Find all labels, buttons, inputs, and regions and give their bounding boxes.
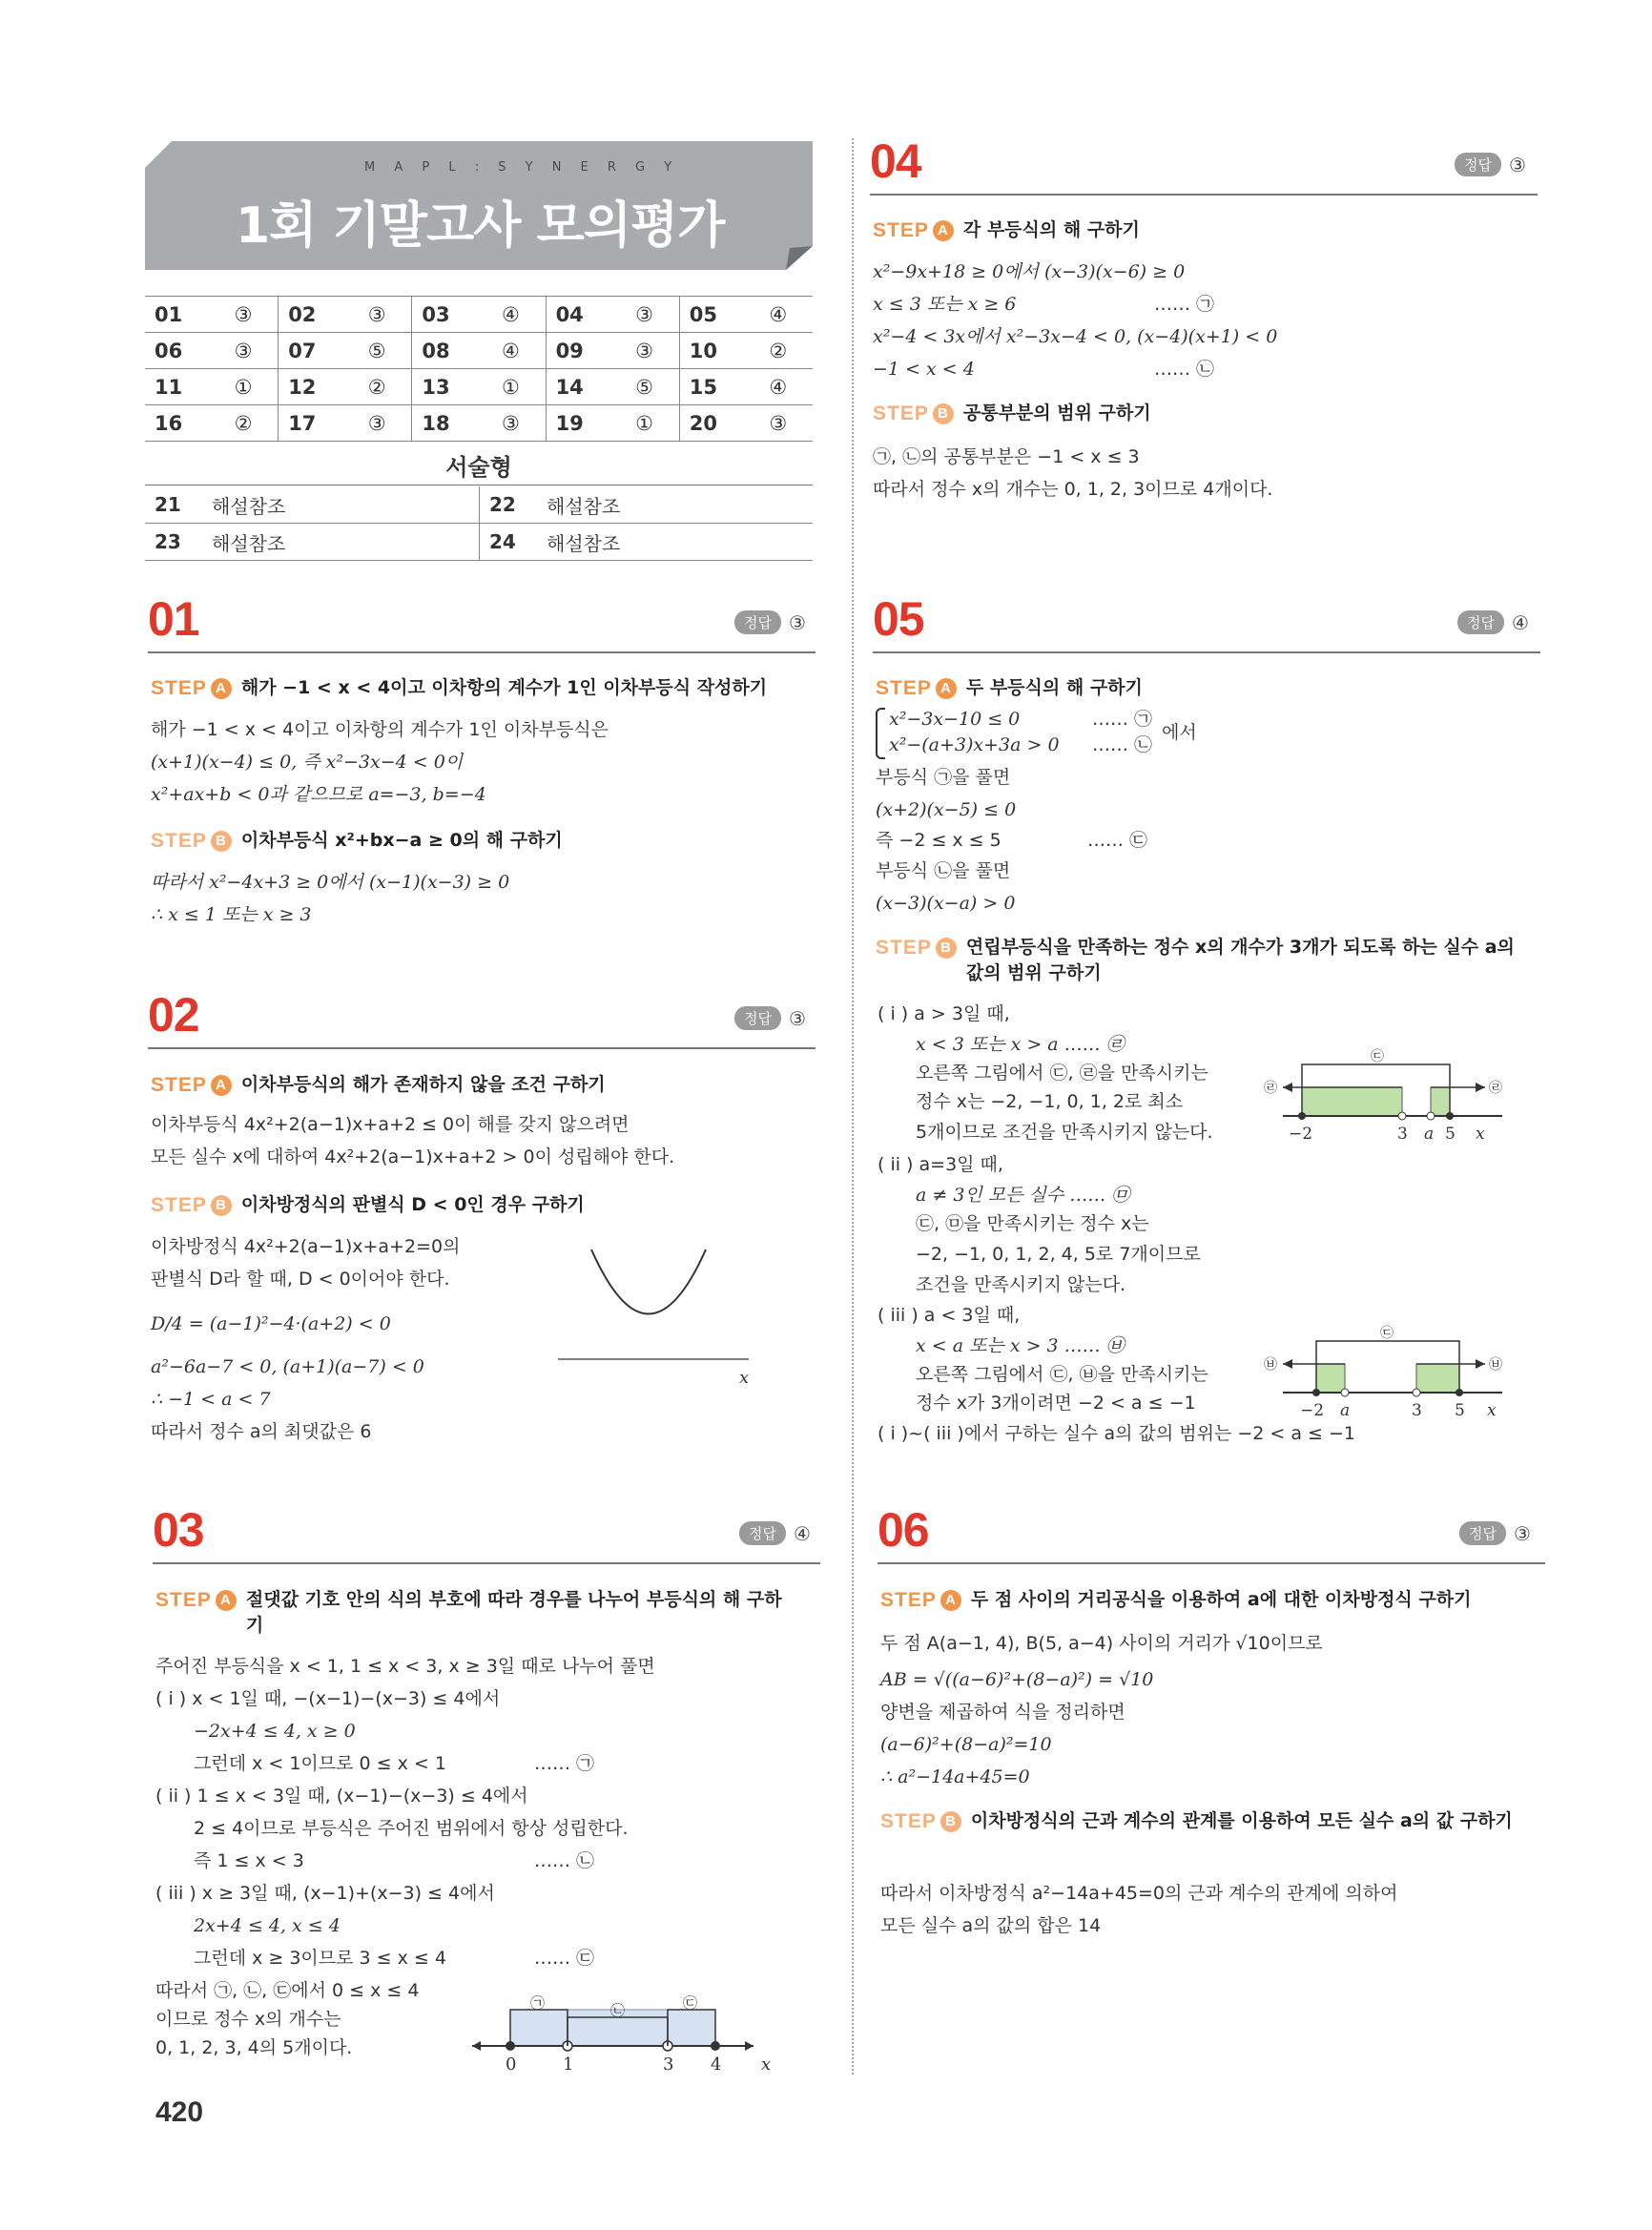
- q05-system-suffix: 에서: [1162, 722, 1197, 743]
- answer-num: 14: [546, 369, 609, 405]
- answer-row: [145, 405, 813, 442]
- q05-number: 05: [873, 592, 924, 646]
- answer-num: 05: [679, 297, 743, 333]
- answer-num: 13: [412, 369, 476, 405]
- q05-case1: 오른쪽 그림에서 ㉢, ㉣을 만족시키는: [916, 1063, 1208, 1084]
- tick-5: 5: [1455, 1401, 1465, 1419]
- step-tag: STEP B: [880, 1808, 961, 1834]
- essay-num: 24: [480, 524, 538, 561]
- step-tag: STEP A: [880, 1587, 961, 1613]
- essay-title: 서술형: [445, 454, 512, 481]
- answer-num: 09: [546, 333, 609, 369]
- answer-mark: ①: [209, 369, 279, 405]
- q06-line: 두 점 A(a−1, 4), B(5, a−4) 사이의 거리가 √10이므로: [880, 1633, 1323, 1654]
- q04-rule: [870, 194, 1538, 196]
- pt-a: [1427, 1112, 1435, 1120]
- step-tag: STEP B: [876, 935, 957, 960]
- step-tag: STEP A: [151, 1072, 232, 1098]
- q04-mark: …… ㉠: [1154, 294, 1215, 315]
- q05-brace: [876, 708, 885, 759]
- step-title: 이차부등식 x²+bx−a ≥ 0의 해 구하기: [240, 830, 563, 851]
- essay-value: 해설참조: [202, 486, 480, 524]
- tick-neg2: −2: [1300, 1401, 1325, 1419]
- q01-line: 따라서 x²−4x+3 ≥ 0에서 (x−1)(x−3) ≥ 0: [151, 872, 510, 893]
- answer-num: 08: [412, 333, 476, 369]
- q04-line: −1 < x < 4: [873, 359, 975, 380]
- q05-case3: 정수 x가 3개이려면 −2 < a ≤ −1: [916, 1393, 1196, 1414]
- answer-num: 19: [546, 405, 609, 442]
- answer-mark: ⑤: [609, 369, 679, 405]
- q03-line: 이므로 정수 x의 개수는: [155, 2009, 341, 2030]
- q05-step-b: [876, 935, 1534, 986]
- essay-row: [145, 524, 813, 561]
- answer-num: 20: [679, 405, 743, 442]
- answer-num: 02: [279, 297, 342, 333]
- answer-mark: ①: [476, 369, 546, 405]
- q03-line: 2 ≤ 4이므로 부등식은 주어진 범위에서 항상 성립한다.: [194, 1818, 629, 1839]
- answer-row: [145, 297, 813, 333]
- answer-num: 17: [279, 405, 342, 442]
- q01-line: 해가 −1 < x < 4이고 이차항의 계수가 1인 이차부등식은: [151, 719, 609, 740]
- q06-step-a: [880, 1587, 1471, 1613]
- q06-number: 06: [878, 1503, 929, 1557]
- q03-line: 2x+4 ≤ 4, x ≤ 4: [194, 1915, 341, 1936]
- lbl-c: ㉢: [1380, 1326, 1394, 1341]
- step-title: 두 점 사이의 거리공식을 이용하여 a에 대한 이차방정식 구하기: [970, 1589, 1472, 1610]
- q05-line: (x−3)(x−a) > 0: [876, 893, 1016, 914]
- q05-case3: ( iii ) a < 3일 때,: [878, 1305, 1021, 1326]
- answer-mark: ②: [342, 369, 412, 405]
- q06-step-b: [880, 1808, 1529, 1834]
- q02-line: D/4 = (a−1)²−4·(a+2) < 0: [151, 1313, 391, 1334]
- pt-5: [1456, 1389, 1463, 1396]
- step-tag: STEP B: [151, 828, 232, 854]
- arrow-right: [1476, 1359, 1485, 1369]
- q03-line: 주어진 부등식을 x < 1, 1 ≤ x < 3, x ≥ 3일 때로 나누어 풀면: [155, 1656, 655, 1677]
- step-title: 각 부등식의 해 구하기: [962, 219, 1140, 240]
- q02-line: 따라서 정수 a의 최댓값은 6: [151, 1421, 372, 1442]
- q03-line: ( i ) x < 1일 때, −(x−1)−(x−3) ≤ 4에서: [155, 1688, 501, 1709]
- q05-rule: [873, 651, 1540, 653]
- q01-answer-badge: [734, 610, 806, 634]
- axis-arrow-left: [472, 2041, 481, 2051]
- answer-mark: ④: [744, 369, 813, 405]
- answer-row: [145, 333, 813, 369]
- q02-answer-badge: [734, 1006, 806, 1030]
- q01-answer: ③: [788, 610, 806, 634]
- q05-case1: 정수 x는 −2, −1, 0, 1, 2로 최소: [916, 1091, 1184, 1112]
- q04-step-a: [873, 217, 1140, 243]
- answer-mark: ②: [209, 405, 279, 442]
- answer-num: 12: [279, 369, 342, 405]
- answer-pill: 정답: [739, 1521, 786, 1545]
- q05-case1: x < 3 또는 x > a …… ㉣: [916, 1034, 1125, 1055]
- label-1: ㉠: [530, 1994, 546, 2012]
- arrow-left: [1283, 1083, 1292, 1092]
- q03-line: ( iii ) x ≥ 3일 때, (x−1)+(x−3) ≤ 4에서: [155, 1883, 495, 1904]
- q05-figure-1: [1264, 1047, 1521, 1143]
- q03-mark: …… ㉢: [534, 1948, 595, 1969]
- shade-left: [1302, 1087, 1402, 1116]
- tick-x: x: [1476, 1125, 1485, 1143]
- q05-case1: ( i ) a > 3일 때,: [878, 1003, 1010, 1024]
- answer-pill: 정답: [1459, 1521, 1506, 1545]
- label-2: ㉡: [610, 2002, 626, 2019]
- q01-number: 01: [148, 592, 199, 646]
- answer-num: 18: [412, 405, 476, 442]
- step-tag: STEP A: [151, 675, 232, 701]
- q02-answer: ③: [788, 1006, 806, 1030]
- q02-line: 판별식 D라 할 때, D < 0이어야 한다.: [151, 1269, 450, 1290]
- q03-answer-badge: [739, 1521, 811, 1545]
- q05-case1: 5개이므로 조건을 만족시키지 않는다.: [916, 1122, 1213, 1143]
- answer-mark: ④: [744, 297, 813, 333]
- q04-line: 따라서 정수 x의 개수는 0, 1, 2, 3이므로 4개이다.: [873, 479, 1273, 500]
- essay-num: 22: [480, 486, 538, 524]
- q05-line: 즉 −2 ≤ x ≤ 5: [876, 830, 1002, 851]
- q05-case2: −2, −1, 0, 1, 2, 4, 5로 7개이므로: [916, 1244, 1201, 1265]
- answer-pill: 정답: [734, 610, 781, 634]
- q02-line: 모든 실수 x에 대하여 4x²+2(a−1)x+a+2 > 0이 성립해야 한다.: [151, 1146, 675, 1167]
- q01-step-b: [151, 828, 563, 854]
- pt-3: [1398, 1112, 1406, 1120]
- q05-mark: …… ㉢: [1087, 830, 1148, 851]
- tick-3: 3: [1397, 1125, 1408, 1143]
- q02-line: a²−6a−7 < 0, (a+1)(a−7) < 0: [151, 1356, 424, 1377]
- q05-figure-2: [1264, 1324, 1521, 1419]
- answer-mark: ③: [342, 405, 412, 442]
- pt-neg2: [1312, 1389, 1320, 1396]
- answer-num: 03: [412, 297, 476, 333]
- tick-1: 1: [563, 2054, 574, 2075]
- pt-neg2: [1298, 1112, 1306, 1120]
- q02-step-b: [151, 1192, 585, 1218]
- q06-answer: ③: [1513, 1521, 1531, 1545]
- step-title: 이차방정식의 판별식 D < 0인 경우 구하기: [240, 1194, 585, 1215]
- banner-brand: M A P L : S Y N E R G Y: [364, 160, 680, 175]
- answer-num: 11: [145, 369, 209, 405]
- answer-mark: ③: [744, 405, 813, 442]
- essay-table: [145, 486, 813, 561]
- q03-line: 그런데 x < 1이므로 0 ≤ x < 1: [194, 1753, 446, 1774]
- q02-step-a: [151, 1072, 606, 1098]
- q06-answer-badge: [1459, 1521, 1531, 1545]
- step-title: 두 부등식의 해 구하기: [965, 677, 1143, 698]
- essay-row: [145, 486, 813, 524]
- q02-line: ∴ −1 < a < 7: [151, 1389, 271, 1410]
- step-title: 공통부분의 범위 구하기: [962, 403, 1151, 423]
- q05-answer-badge: [1457, 610, 1529, 634]
- banner-title: 1회 기말고사 모의평가: [236, 197, 725, 255]
- q01-step-a: [151, 675, 767, 701]
- tick-a: a: [1424, 1125, 1435, 1143]
- q05-system-mark: …… ㉠: [1092, 709, 1153, 730]
- q03-line: 따라서 ㉠, ㉡, ㉢에서 0 ≤ x ≤ 4: [155, 1980, 420, 2001]
- pt-a: [1341, 1389, 1349, 1396]
- q05-answer: ④: [1511, 610, 1529, 634]
- tick-0: 0: [506, 2054, 517, 2075]
- answer-mark: ①: [609, 405, 679, 442]
- answer-table: [145, 296, 813, 442]
- q05-line: 부등식 ㉠을 풀면: [876, 767, 1011, 788]
- arrow-left: [1283, 1359, 1292, 1369]
- tick-neg2: −2: [1289, 1125, 1313, 1143]
- x-axis-label: x: [739, 1368, 750, 1388]
- answer-mark: ③: [209, 297, 279, 333]
- q05-system-mark: …… ㉡: [1092, 734, 1153, 755]
- essay-value: 해설참조: [537, 486, 813, 524]
- q05-case3: x < a 또는 x > 3 …… ㉥: [916, 1335, 1125, 1356]
- q01-rule: [148, 651, 816, 653]
- step-tag: STEP B: [151, 1192, 232, 1218]
- q05-line: 부등식 ㉡을 풀면: [876, 860, 1011, 881]
- essay-value: 해설참조: [202, 524, 480, 561]
- q04-line: x²−9x+18 ≥ 0에서 (x−3)(x−6) ≥ 0: [873, 261, 1186, 282]
- q03-rule: [153, 1562, 820, 1564]
- lbl-d-right: ㉣: [1489, 1081, 1502, 1096]
- pt-3: [1413, 1389, 1420, 1396]
- q06-rule: [878, 1562, 1545, 1564]
- answer-num: 15: [679, 369, 743, 405]
- q02-rule: [148, 1047, 816, 1049]
- pt-5: [1446, 1112, 1454, 1120]
- q04-number: 04: [870, 134, 921, 188]
- answer-mark: ④: [476, 297, 546, 333]
- step-title: 이차부등식의 해가 존재하지 않을 조건 구하기: [240, 1074, 606, 1095]
- step-tag: STEP A: [155, 1587, 237, 1613]
- q05-case2: ( ii ) a=3일 때,: [878, 1154, 1003, 1175]
- answer-mark: ③: [476, 405, 546, 442]
- q06-line: 따라서 이차방정식 a²−14a+45=0의 근과 계수의 관계에 의하여: [880, 1883, 1398, 1904]
- lbl-d-left: ㉣: [1264, 1081, 1277, 1096]
- q01-line: x²+ax+b < 0과 같으므로 a=−3, b=−4: [151, 784, 486, 805]
- q01-line: (x+1)(x−4) ≤ 0, 즉 x²−3x−4 < 0이: [151, 752, 464, 773]
- q05-system-line: x²−(a+3)x+3a > 0: [889, 734, 1060, 755]
- tick-4: 4: [711, 2054, 722, 2075]
- q03-line: 즉 1 ≤ x < 3: [194, 1850, 304, 1871]
- q06-line: 양변을 제곱하여 식을 정리하면: [880, 1702, 1125, 1723]
- q05-case2: a ≠ 3인 모든 실수 …… ㉤: [916, 1185, 1130, 1206]
- q03-mark: …… ㉡: [534, 1850, 595, 1871]
- shade-right: [1431, 1087, 1450, 1116]
- answer-num: 04: [546, 297, 609, 333]
- q05-system-line: x²−3x−10 ≤ 0: [889, 709, 1021, 730]
- q01-line: ∴ x ≤ 1 또는 x ≥ 3: [151, 904, 312, 925]
- answer-num: 07: [279, 333, 342, 369]
- q03-number: 03: [153, 1503, 204, 1557]
- answer-mark: ③: [209, 333, 279, 369]
- column-divider: [852, 138, 854, 2075]
- answer-mark: ⑤: [342, 333, 412, 369]
- answer-mark: ③: [609, 297, 679, 333]
- axis-x-label: x: [761, 2054, 772, 2075]
- answer-pill: 정답: [734, 1006, 781, 1030]
- answer-num: 06: [145, 333, 209, 369]
- step-tag: STEP A: [873, 217, 954, 243]
- q03-line: ( ii ) 1 ≤ x < 3일 때, (x−1)−(x−3) ≤ 4에서: [155, 1786, 528, 1807]
- shade-right: [1416, 1364, 1459, 1393]
- page-number: 420: [155, 2096, 204, 2128]
- q02-line: 이차방정식 4x²+2(a−1)x+a+2=0의: [151, 1236, 461, 1257]
- q03-number-line: [467, 1989, 782, 2075]
- tick-3: 3: [1412, 1401, 1422, 1419]
- label-3: ㉢: [683, 1994, 698, 2012]
- tick-5: 5: [1445, 1125, 1456, 1143]
- q02-line: 이차부등식 4x²+2(a−1)x+a+2 ≤ 0이 해를 갖지 않으려면: [151, 1114, 630, 1135]
- q05-step-a: [876, 675, 1143, 701]
- q02-parabola-graph: [553, 1245, 773, 1388]
- q04-answer: ③: [1508, 153, 1526, 176]
- q03-line: −2x+4 ≤ 4, x ≥ 0: [194, 1721, 356, 1742]
- answer-mark: ②: [744, 333, 813, 369]
- tick-x: x: [1487, 1401, 1497, 1419]
- tick-3: 3: [663, 2054, 674, 2075]
- arrow-right: [1476, 1083, 1485, 1092]
- step-title: 해가 −1 < x < 4이고 이차항의 계수가 1인 이차부등식 작성하기: [240, 677, 768, 698]
- lbl-e-left: ㉥: [1264, 1357, 1277, 1373]
- q06-line: (a−6)²+(8−a)²=10: [880, 1734, 1052, 1755]
- q04-mark: …… ㉡: [1154, 359, 1215, 380]
- q05-line: (x+2)(x−5) ≤ 0: [876, 799, 1017, 820]
- answer-num: 01: [145, 297, 209, 333]
- answer-pill: 정답: [1457, 610, 1504, 634]
- parabola-curve: [591, 1249, 706, 1314]
- q03-line: 그런데 x ≥ 3이므로 3 ≤ x ≤ 4: [194, 1948, 446, 1969]
- q04-line: x²−4 < 3x에서 x²−3x−4 < 0, (x−4)(x+1) < 0: [873, 326, 1278, 347]
- q05-case2: ㉢, ㉤을 만족시키는 정수 x는: [916, 1213, 1149, 1234]
- essay-num: 21: [145, 486, 202, 524]
- q05-case3: 오른쪽 그림에서 ㉢, ㉥을 만족시키는: [916, 1364, 1208, 1385]
- q04-answer-badge: [1455, 153, 1526, 176]
- step-title: 절댓값 기호 안의 식의 부호에 따라 경우를 나누어 부등식의 해 구하기: [245, 1589, 782, 1636]
- q06-line: 모든 실수 a의 값의 합은 14: [880, 1915, 1102, 1936]
- q04-step-b: [873, 401, 1151, 426]
- lbl-e-right: ㉥: [1489, 1357, 1502, 1373]
- essay-num: 23: [145, 524, 202, 561]
- step-tag: STEP A: [876, 675, 957, 701]
- answer-num: 10: [679, 333, 743, 369]
- answer-mark: ③: [342, 297, 412, 333]
- shade-left: [1316, 1364, 1345, 1393]
- q06-line: AB = √((a−6)²+(8−a)²) = √10: [880, 1669, 1154, 1690]
- answer-mark: ④: [476, 333, 546, 369]
- q05-conclusion: ( i )~( iii )에서 구하는 실수 a의 값의 범위는 −2 < a ≤ −1: [878, 1423, 1355, 1444]
- tick-a: a: [1340, 1401, 1351, 1419]
- q04-line: ㉠, ㉡의 공통부분은 −1 < x ≤ 3: [873, 446, 1140, 467]
- step-tag: STEP B: [873, 401, 954, 426]
- q02-number: 02: [148, 988, 199, 1042]
- lbl-c: ㉢: [1371, 1049, 1384, 1064]
- banner: [145, 141, 813, 270]
- step-title: 연립부등식을 만족하는 정수 x의 개수가 3개가 되도록 하는 실수 a의 값의 범위 구하기: [965, 937, 1515, 983]
- q03-line: 0, 1, 2, 3, 4의 5개이다.: [155, 2037, 353, 2058]
- answer-mark: ③: [609, 333, 679, 369]
- q03-mark: …… ㉠: [534, 1753, 595, 1774]
- essay-value: 해설참조: [537, 524, 813, 561]
- axis-arrow-right: [745, 2041, 754, 2051]
- answer-row: [145, 369, 813, 405]
- answer-num: 16: [145, 405, 209, 442]
- q04-line: x ≤ 3 또는 x ≥ 6: [873, 294, 1017, 315]
- q05-case2: 조건을 만족시키지 않는다.: [916, 1274, 1126, 1295]
- step-title: 이차방정식의 근과 계수의 관계를 이용하여 모든 실수 a의 값 구하기: [970, 1810, 1513, 1831]
- q03-answer: ④: [793, 1521, 811, 1545]
- answer-pill: 정답: [1455, 153, 1501, 176]
- q06-line: ∴ a²−14a+45=0: [880, 1766, 1030, 1787]
- q03-step-a: [155, 1587, 785, 1639]
